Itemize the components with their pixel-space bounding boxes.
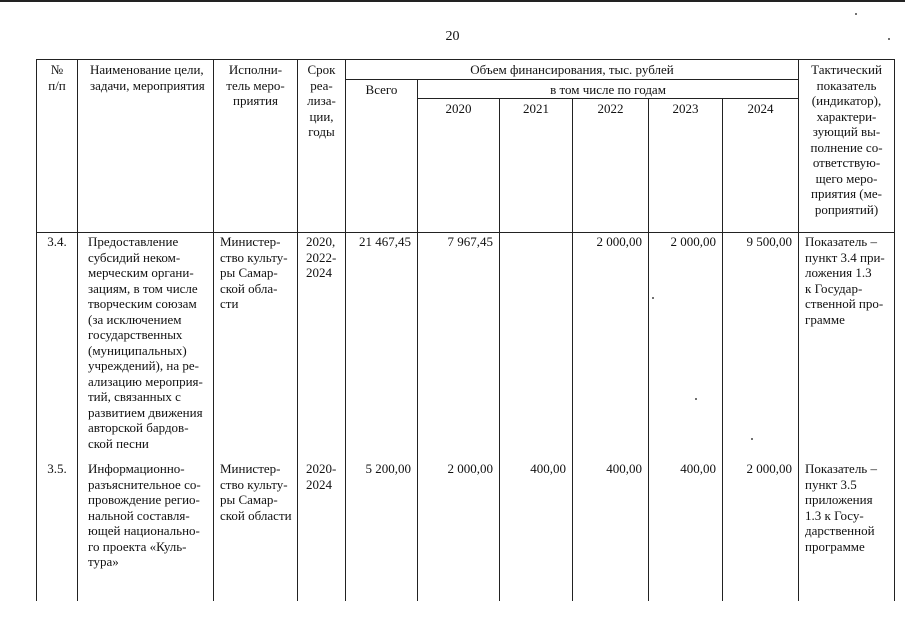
- row-indicator: Показатель – пункт 3.5 приложения 1.3 к Госу- дарственной программе: [799, 460, 895, 601]
- header-name: Наименование цели, задачи, мероприятия: [78, 60, 214, 233]
- table-row: [37, 233, 895, 461]
- row-2021: 400,00: [500, 460, 573, 601]
- header-executor: Исполни- тель меро- приятия: [214, 60, 298, 233]
- row-name: Предоставление субсидий неком- мерческим органи- зациям, в том числе творческим союзам (за исключением государственных (муниципальных) учреждений), на ре- ализацию мероприя- тий, связанных с развитием движения авторской бардов- ской песни: [78, 233, 214, 461]
- header-indicator: Тактический показатель (индикатор), характери- зующий вы- полнение со- ответствую- щего меро- приятия (ме- роприятий): [799, 60, 895, 233]
- header-year-2023: 2023: [649, 99, 723, 233]
- row-executor: Министер- ство культу- ры Самар- ской области: [214, 460, 298, 601]
- scan-speck: [855, 13, 857, 15]
- top-border-line: [0, 0, 905, 2]
- table-row: [37, 460, 895, 601]
- header-number: № п/п: [37, 60, 78, 233]
- page-number: 20: [445, 29, 460, 44]
- row-2023: 2 000,00: [649, 233, 723, 461]
- row-number: 3.4.: [37, 233, 78, 461]
- header-financing: Объем финансирования, тыс. рублей: [346, 60, 799, 80]
- row-term: 2020, 2022- 2024: [298, 233, 346, 461]
- header-year-2021: 2021: [500, 99, 573, 233]
- row-2024: 9 500,00: [723, 233, 799, 461]
- row-total: 21 467,45: [346, 233, 418, 461]
- financing-table: [36, 59, 895, 601]
- row-2022: 2 000,00: [573, 233, 649, 461]
- header-year-2020: 2020: [418, 99, 500, 233]
- row-2022: 400,00: [573, 460, 649, 601]
- row-2023: 400,00: [649, 460, 723, 601]
- row-executor: Министер- ство культу- ры Самар- ской обла- сти: [214, 233, 298, 461]
- row-2020: 7 967,45: [418, 233, 500, 461]
- header-year-2022: 2022: [573, 99, 649, 233]
- header-year-2024: 2024: [723, 99, 799, 233]
- header-by-years: в том числе по годам: [418, 79, 799, 99]
- row-indicator: Показатель – пункт 3.4 при- ложения 1.3 к Государ- ственной про- грамме: [799, 233, 895, 461]
- row-name: Информационно- разъяснительное со- провождение регио- нальной составля- ющей национально- го проекта «Куль- тура»: [78, 460, 214, 601]
- row-2021: [500, 233, 573, 461]
- header-total: Всего: [346, 79, 418, 233]
- header-term: Срок реа- лиза- ции, годы: [298, 60, 346, 233]
- row-2024: 2 000,00: [723, 460, 799, 601]
- row-term: 2020- 2024: [298, 460, 346, 601]
- row-total: 5 200,00: [346, 460, 418, 601]
- scan-speck: [888, 38, 890, 40]
- row-number: 3.5.: [37, 460, 78, 601]
- row-2020: 2 000,00: [418, 460, 500, 601]
